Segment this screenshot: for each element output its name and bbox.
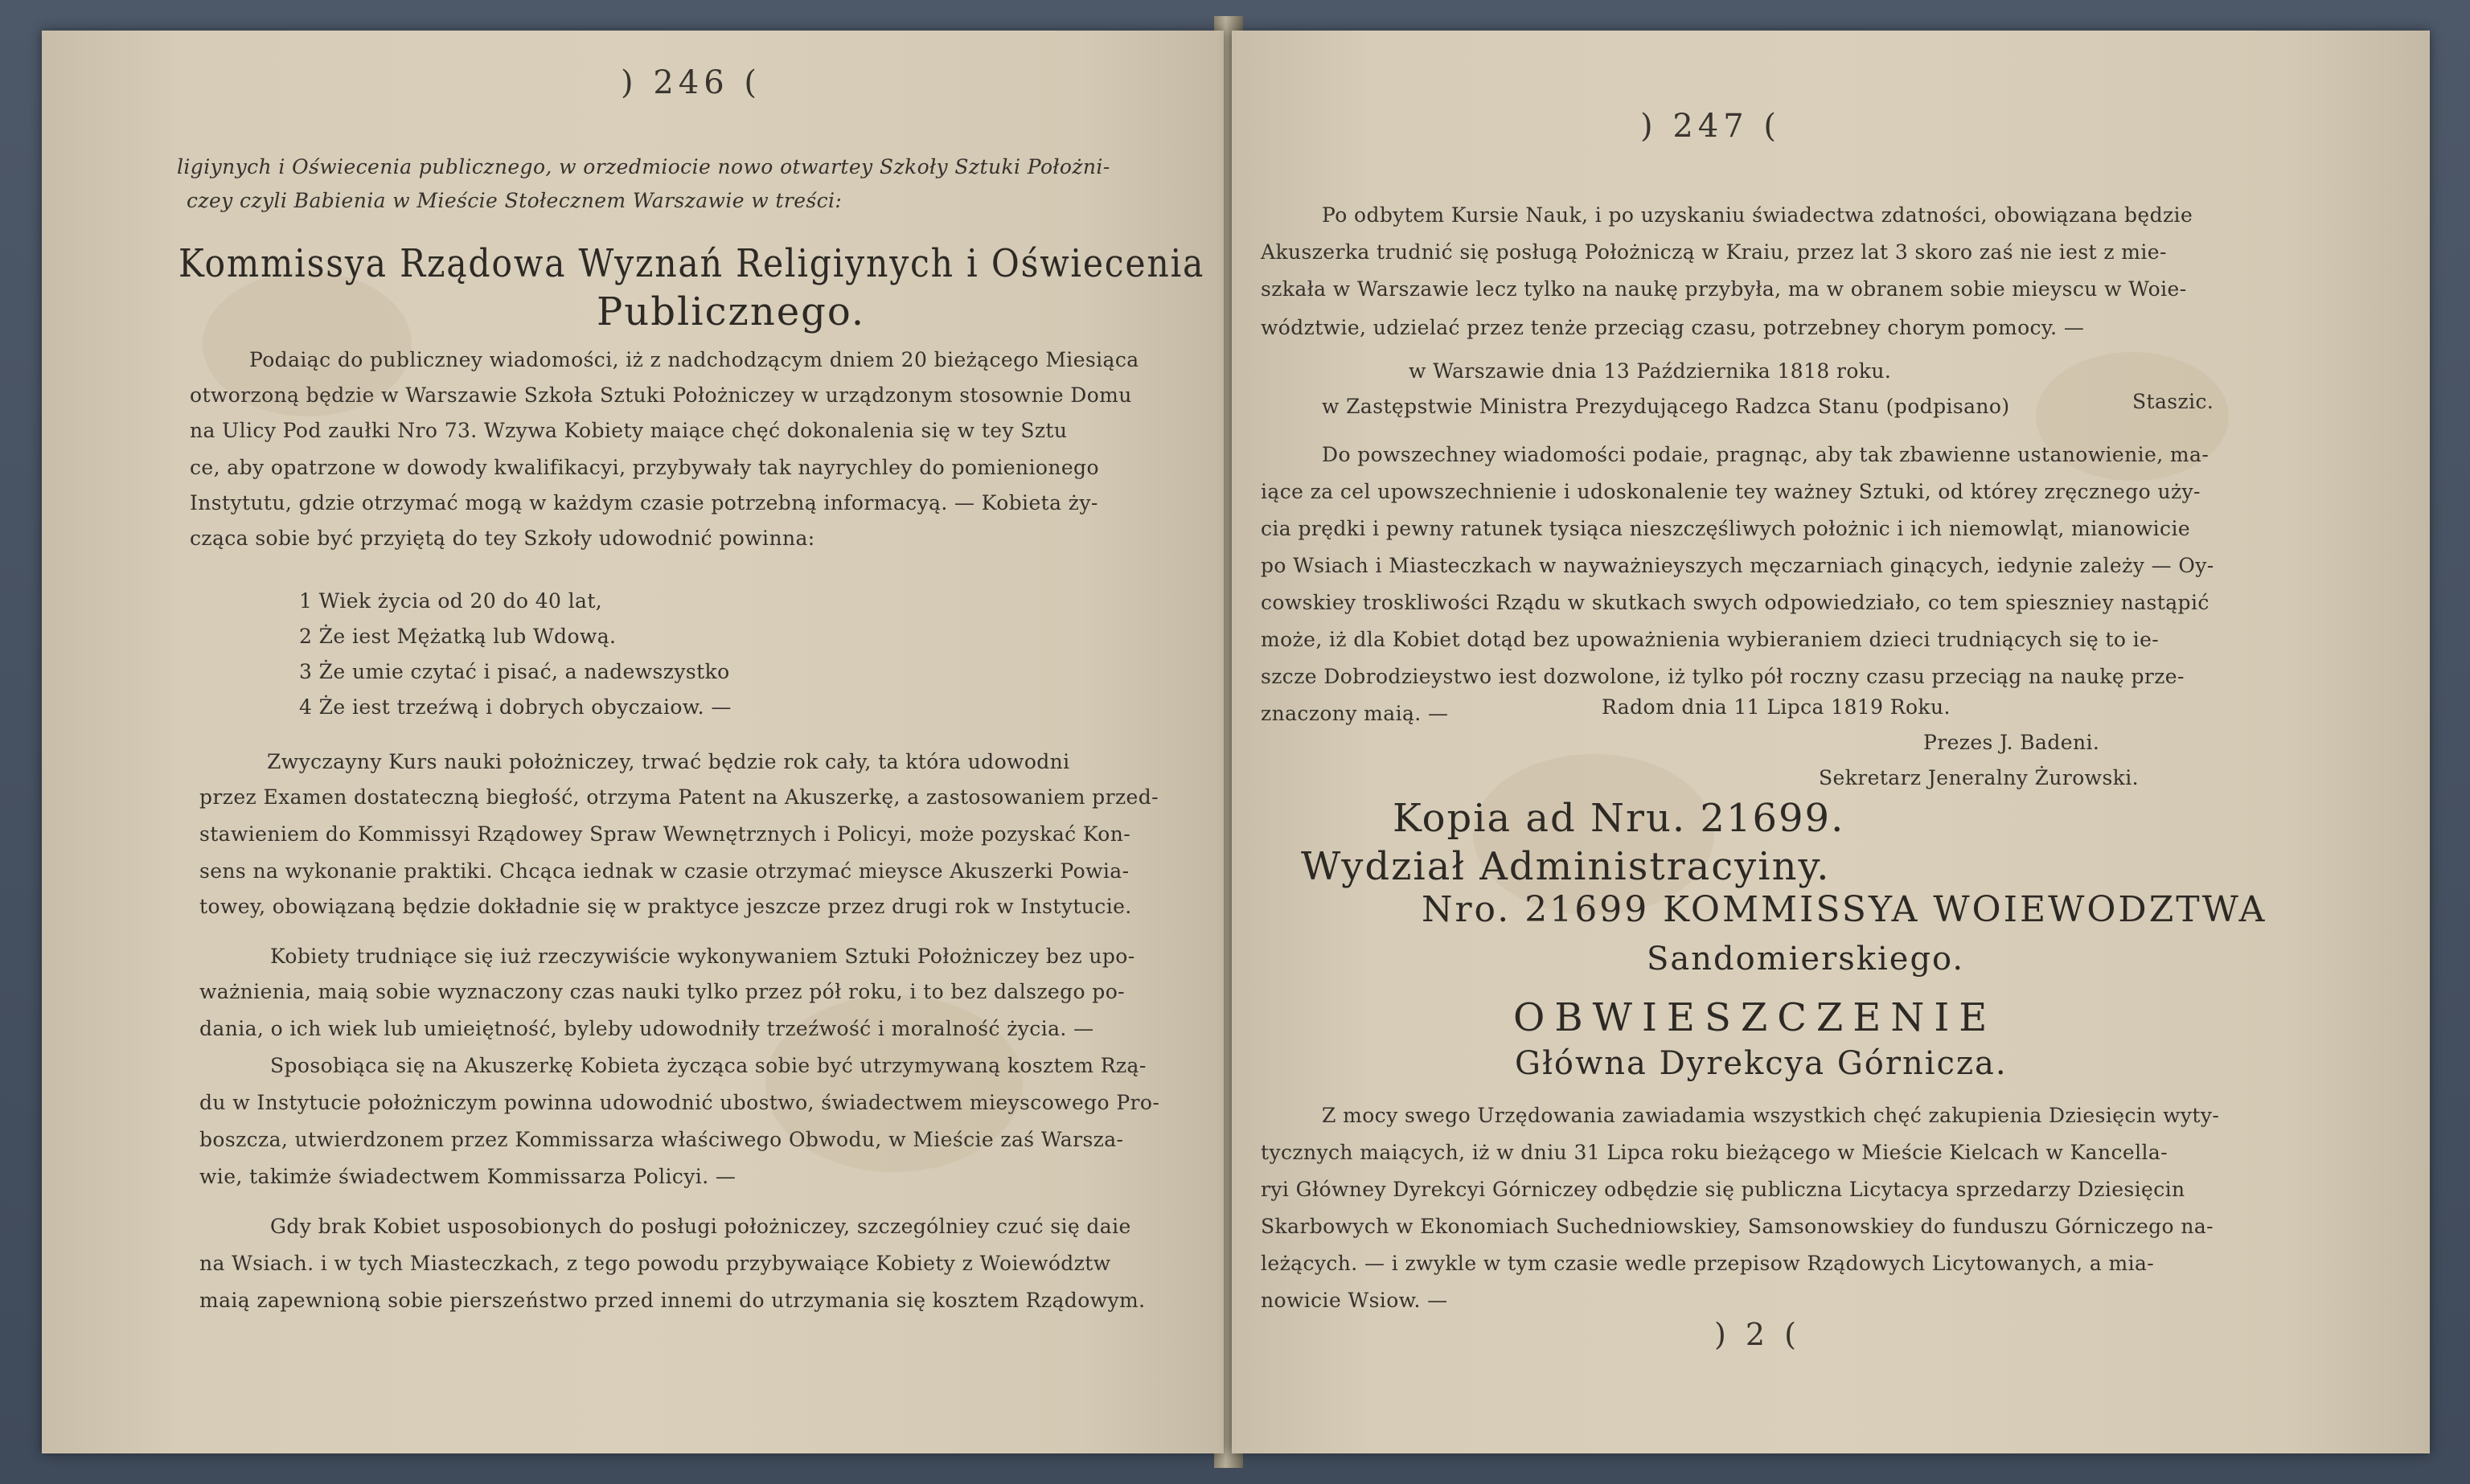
- text-line: po Wsiach i Miasteczkach w nayważnieyszych męczarniach ginących, iedynie zależy — Oy-: [1261, 554, 2214, 577]
- text-line: Instytutu, gdzie otrzymać mogą w każdym czasie potrzebną informacyą. — Kobieta ży-: [190, 491, 1098, 514]
- text-line: otworzoną będzie w Warszawie Szkoła Sztuki Położniczey w urządzonym stosownie Domu: [190, 383, 1132, 407]
- left-page: [42, 31, 1224, 1453]
- text-line: znaczony maią. —: [1261, 702, 1449, 725]
- requirement-item: 3 Że umie czytać i pisać, a nadewszystko: [299, 660, 730, 683]
- text-line: iące za cel upowszechnienie i udoskonalenie tey ważney Sztuki, od którey zręcznego uży-: [1261, 480, 2201, 503]
- text-line: wie, takimże świadectwem Kommissarza Policyi. —: [199, 1165, 736, 1188]
- requirement-item: 2 Że iest Mężatką lub Wdową.: [299, 625, 617, 648]
- place-date-line: Radom dnia 11 Lipca 1819 Roku.: [1602, 695, 1951, 719]
- heading-commission-cont: Publicznego.: [597, 289, 866, 334]
- text-line: na Ulicy Pod zaułki Nro 73. Wzywa Kobiety maiące chęć dokonalenia się w tey Sztu: [190, 419, 1068, 442]
- text-line: leżących. — i zwykle w tym czasie wedle przepisow Rządowych Licytowanych, a mia-: [1261, 1252, 2155, 1275]
- text-line: może, iż dla Kobiet dotąd bez upoważnienia wybieraniem dzieci trudniących się to ie-: [1261, 628, 2160, 651]
- text-line: na Wsiach. i w tych Miasteczkach, z tego powodu przybywaiące Kobiety z Woiewództw: [199, 1252, 1111, 1275]
- text-line: czey czyli Babienia w Mieście Stołecznem Warszawie w treści:: [187, 189, 843, 212]
- text-line: Po odbytem Kursie Nauk, i po uzyskaniu świadectwa zdatności, obowiązana będzie: [1322, 203, 2193, 227]
- text-line: przez Examen dostateczną biegłość, otrzyma Patent na Akuszerkę, a zastosowaniem przed-: [199, 785, 1159, 809]
- page-number: ) 246 (: [621, 64, 761, 101]
- text-line: boszcza, utwierdzonem przez Kommissarza właściwego Obwodu, w Mieście zaś Warsza-: [199, 1128, 1124, 1151]
- heading-commission: Kommissya Rządowa Wyznań Religiynych i Oświecenia: [178, 241, 1205, 286]
- text-line: Sposobiąca się na Akuszerkę Kobieta życząca sobie być utrzymywaną kosztem Rzą-: [270, 1054, 1147, 1077]
- text-line: tycznych maiących, iż w dniu 31 Lipca roku bieżącego w Mieście Kielcach w Kancella-: [1261, 1141, 2168, 1164]
- catchword: ) 2 (: [1714, 1317, 1801, 1352]
- text-line: ważnienia, maią sobie wyznaczony czas nauki tylko przez pół roku, i to bez dalszego po-: [199, 980, 1125, 1003]
- text-line: cowskiey troskliwości Rządu w skutkach swych odpowiedziało, co tem spiesznieу nastąpić: [1261, 591, 2209, 614]
- text-line: du w Instytucie położniczym powinna udowodnić ubostwo, świadectwem mieyscowego Pro-: [199, 1091, 1160, 1114]
- text-line: Do powszechney wiadomości podaie, pragnąc, aby tak zbawienne ustanowienie, ma-: [1322, 443, 2209, 466]
- text-line: ce, aby opatrzone w dowody kwalifikacyi, przybywały tak nayrychley do pomienionego: [190, 456, 1099, 479]
- president-signature: Prezes J. Badeni.: [1923, 731, 2100, 754]
- requirement-item: 4 Że iest trzeźwą i dobrych obyczaiow. —: [299, 695, 732, 719]
- department-heading: Wydział Administracyiny.: [1301, 844, 1831, 889]
- notice-title: OBWIESZCZENIE: [1513, 995, 1997, 1040]
- text-line: Kobiety trudniące się iuż rzeczywiście wykonywaniem Sztuki Położniczey bez upo-: [270, 945, 1135, 968]
- signature-line: w Zastępstwie Ministra Prezydującego Radzca Stanu (podpisano): [1322, 395, 2010, 418]
- text-line: szkała w Warszawie lecz tylko na naukę przybyła, ma w obranem sobie mieyscu w Woie-: [1261, 277, 2187, 301]
- text-line: ligiynych i Oświecenia publicznego, w orzedmiocie nowo otwartey Szkoły Sztuki Położni-: [177, 155, 1110, 178]
- text-line: szcze Dobrodzieystwo iest dozwolone, iż tylko pół roczny czasu przeciąg na naukę prze-: [1261, 665, 2185, 688]
- text-line: Z mocy swego Urzędowania zawiadamia wszystkich chęć zakupienia Dziesięcin wyty-: [1322, 1104, 2220, 1127]
- date-line: w Warszawie dnia 13 Października 1818 roku.: [1409, 359, 1892, 383]
- signature-name: Staszic.: [2132, 390, 2214, 413]
- secretary-signature: Sekretarz Jeneralny Żurowski.: [1819, 766, 2139, 789]
- text-line: nowicie Wsiow. —: [1261, 1289, 1448, 1312]
- right-page-text: [1232, 31, 2430, 1453]
- text-line: maią zapewnioną sobie pierszeństwo przed innemi do utrzymania się kosztem Rządowym.: [199, 1289, 1146, 1312]
- text-line: wództwie, udzielać przez tenże przeciąg czasu, potrzebney chorym pomocy. —: [1261, 316, 2085, 339]
- text-line: Akuszerka trudnić się posługą Położniczą w Kraiu, przez lat 3 skoro zaś nie iest z mie-: [1261, 240, 2167, 264]
- text-line: cząca sobie być przyiętą do tey Szkoły udowodnić powinna:: [190, 527, 815, 550]
- text-line: Gdy brak Kobiet usposobionych do posługi położniczey, szczególniey czuć się daie: [270, 1215, 1131, 1238]
- text-line: sens na wykonanie praktiki. Chcąca iednak w czasie otrzymać mieysce Akuszerki Powia-: [199, 859, 1130, 883]
- text-line: stawieniem do Kommissyi Rządowey Spraw Wewnętrznych i Policyi, może pozyskać Kon-: [199, 822, 1131, 846]
- left-page-text: [42, 31, 1224, 1453]
- text-line: dania, o ich wiek lub umieiętność, byleby udowodniły trzeźwość i moralność życia. —: [199, 1017, 1094, 1040]
- text-line: towey, obowiązaną będzie dokładnie się w praktyce jeszcze przez drugi rok w Instytucie.: [199, 895, 1132, 918]
- commission-subheading: Sandomierskiego.: [1647, 941, 1965, 978]
- text-line: cia prędki i pewny ratunek tysiąca nieszczęśliwych położnic i ich niemowląt, mianowicie: [1261, 517, 2191, 540]
- right-page: [1232, 31, 2430, 1453]
- copy-heading: Kopia ad Nru. 21699.: [1393, 796, 1845, 841]
- commission-heading: Nro. 21699 KOMMISSYA WOIEWODZTWA: [1422, 889, 2267, 930]
- text-line: ryi Główney Dyrekcyi Górniczey odbędzie się publiczna Licytacya sprzedarzy Dziesięcin: [1261, 1178, 2185, 1201]
- text-line: Zwyczayny Kurs nauki położniczey, trwać będzie rok cały, ta która udowodni: [267, 750, 1070, 773]
- requirement-item: 1 Wiek życia od 20 do 40 lat,: [299, 589, 603, 613]
- text-line: Podaiąc do publiczney wiadomości, iż z nadchodzącym dniem 20 bieżącego Miesiąca: [249, 348, 1139, 371]
- notice-subheading: Główna Dyrekcya Górnicza.: [1515, 1045, 2008, 1082]
- text-line: Skarbowych w Ekonomiach Suchedniowskiey, Samsonowskiey do funduszu Górniczego na-: [1261, 1215, 2214, 1238]
- page-number: ) 247 (: [1640, 108, 1781, 145]
